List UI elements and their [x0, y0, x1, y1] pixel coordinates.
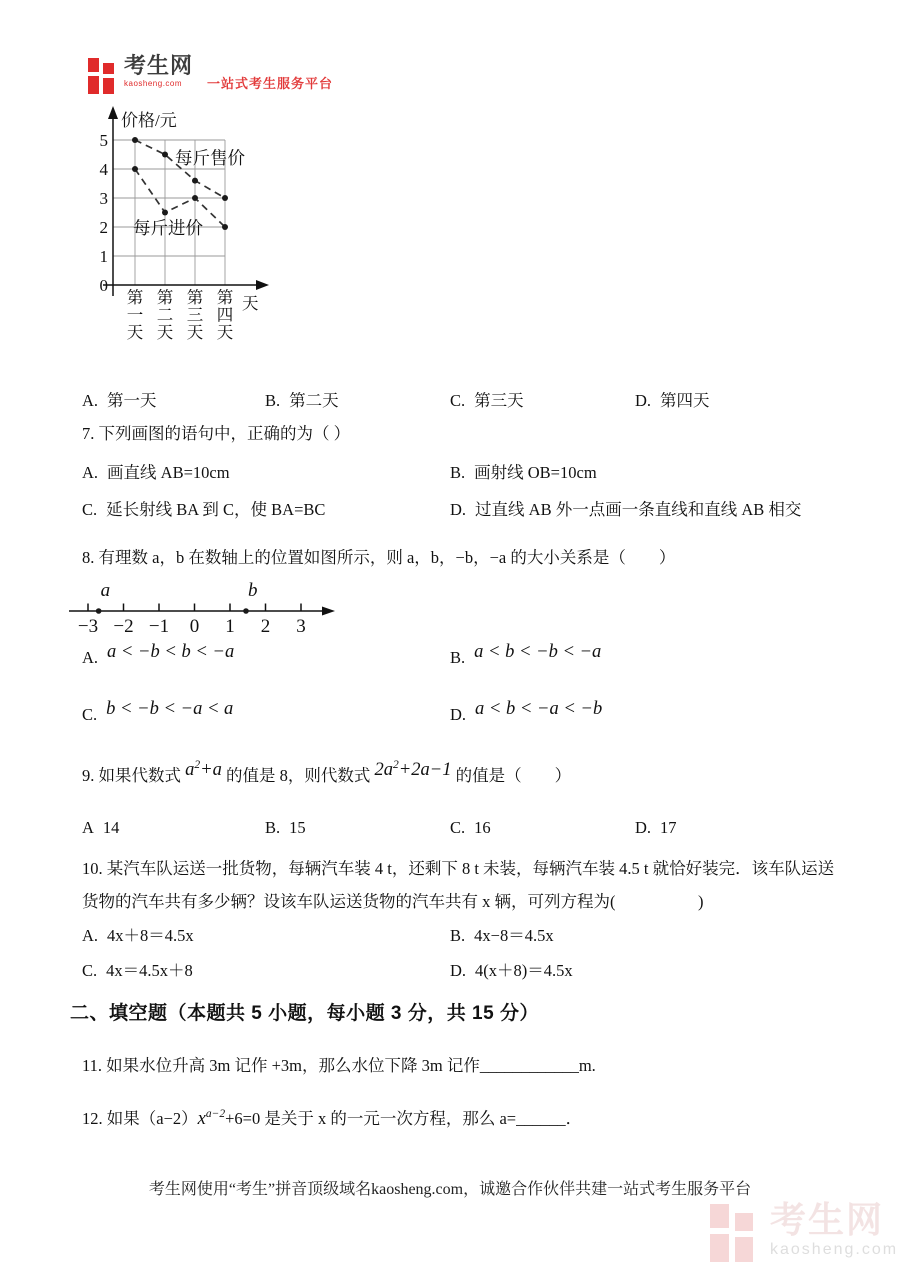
kaosheng-logo-icon [88, 58, 118, 94]
svg-text:2: 2 [260, 616, 271, 637]
q9-expression-1: $a^2+a$ [185, 758, 222, 780]
svg-text:a: a [100, 580, 111, 601]
svg-text:第: 第 [156, 288, 174, 307]
q9-options-row [0, 818, 900, 846]
svg-text:第: 第 [186, 288, 204, 307]
svg-text:三: 三 [186, 305, 204, 325]
kaosheng-watermark-icon [710, 1202, 762, 1264]
q6-option-b: B. 第二天 [265, 391, 339, 410]
price-chart-svg [95, 103, 310, 355]
q7-stem: 7. 下列画图的语句中，正确的为（ ） [82, 424, 351, 443]
q10-option-d: D. 4(x＋8)＝4.5x [450, 961, 573, 980]
q10-option-b: B. 4x−8＝4.5x [450, 926, 554, 945]
q8-option-a: A. a < −b < b < −a [82, 642, 235, 667]
q9-option-a: A 14 [82, 818, 120, 837]
svg-text:1: 1 [225, 616, 235, 637]
svg-text:4: 4 [99, 160, 108, 179]
q6-option-a: A. 第一天 [82, 391, 157, 410]
svg-text:四: 四 [216, 305, 234, 325]
svg-text:第: 第 [126, 288, 144, 307]
kaosheng-watermark [710, 1199, 899, 1264]
footer-text: 考生网使用“考生”拼音顶级域名kaosheng.com，诚邀合作伙伴共建一站式考生服务平台 [148, 1181, 752, 1198]
svg-text:每斤进价: 每斤进价 [133, 218, 203, 238]
q10-stem-line-2: 货物的汽车共有多少辆？设该车队运送货物的汽车共有 x 辆，可列方程为( ) [82, 892, 704, 911]
svg-text:−1: −1 [148, 616, 170, 637]
svg-text:5: 5 [99, 131, 108, 150]
q6-option-d: D. 第四天 [635, 391, 710, 410]
q7-option-c: C. 延长射线 BA 到 C，使 BA=BC [82, 500, 326, 519]
q10-stem-line-1: 10. 某汽车队运送一批货物，每辆汽车装 4 t，还剩下 8 t 未装，每辆汽车装 4.5 t 就恰好装完．该车队运送 [82, 859, 835, 878]
watermark-domain: kaosheng.com [770, 1241, 899, 1258]
svg-text:2: 2 [99, 218, 108, 237]
q7-option-a: A. 画直线 AB=10cm [82, 463, 230, 482]
svg-text:b: b [247, 580, 258, 601]
q10-options-row-1 [0, 922, 900, 950]
svg-text:−3: −3 [77, 616, 99, 637]
svg-text:天: 天 [216, 323, 234, 342]
price-line-chart [95, 103, 310, 360]
q10-option-a: A. 4x＋8＝4.5x [82, 926, 194, 945]
q9-stem: 9. 如果代数式 $a^2+a$ 的值是 8，则代数式 $2a^2+2a-1$ 的值是（ ） [82, 758, 572, 785]
q8-option-c: C. b < −b < −a < a [82, 699, 234, 724]
svg-text:−2: −2 [113, 616, 134, 637]
q8-option-d: D. a < b < −a < −b [450, 699, 603, 724]
q7-options-row-1 [0, 459, 900, 487]
q10-options-row-2 [0, 957, 900, 985]
svg-text:天: 天 [242, 294, 259, 313]
watermark-name: 考生网 [770, 1199, 885, 1240]
logo-name: 考生网 [124, 53, 194, 78]
svg-text:3: 3 [296, 616, 306, 637]
svg-text:天: 天 [126, 323, 144, 342]
q8-stem: 8. 有理数 a，b 在数轴上的位置如图所示，则 a，b，−b，−a 的大小关系是（ ） [82, 548, 676, 567]
logo-tagline: 一站式考生服务平台 [207, 76, 334, 91]
q11-stem: 11. 如果水位升高 3m 记作 +3m，那么水位下降 3m 记作____________m. [82, 1056, 596, 1075]
q9-option-b: B. 15 [265, 818, 306, 837]
q8-option-b: B. a < b < −b < −a [450, 642, 602, 667]
section-2-title: 二、填空题（本题共 5 小题，每小题 3 分，共 15 分） [70, 1003, 539, 1024]
svg-text:0: 0 [99, 276, 108, 295]
q9-option-c: C. 16 [450, 818, 491, 837]
svg-text:3: 3 [99, 189, 108, 208]
q7-option-b: B. 画射线 OB=10cm [450, 463, 597, 482]
q7-options-row-2 [0, 496, 900, 524]
q6-options-row [0, 387, 900, 415]
q12-expression: $x^{a-2}$ [197, 1107, 226, 1129]
svg-text:天: 天 [156, 323, 174, 342]
q9-option-d: D. 17 [635, 818, 677, 837]
q7-option-d: D. 过直线 AB 外一点画一条直线和直线 AB 相交 [450, 500, 802, 519]
number-line-svg [64, 580, 344, 638]
q12-stem: 12. 如果$(a-2)x^{a-2}+6=0$ 是关于 x 的一元一次方程，那么 a=______． [82, 1107, 583, 1129]
q10-option-c: C. 4x＝4.5x＋8 [82, 961, 193, 980]
q6-option-c: C. 第三天 [450, 391, 524, 410]
kaosheng-logo [88, 55, 333, 99]
svg-text:1: 1 [99, 247, 108, 266]
watermark-text [770, 1199, 899, 1264]
svg-text:每斤售价: 每斤售价 [175, 148, 245, 168]
svg-text:0: 0 [189, 616, 200, 637]
svg-text:二: 二 [156, 305, 174, 325]
svg-text:一: 一 [126, 305, 144, 325]
svg-text:价格/元: 价格/元 [121, 111, 177, 130]
logo-text [124, 55, 193, 88]
svg-text:第: 第 [216, 288, 234, 307]
q8-options-row-2 [0, 699, 900, 733]
logo-domain: kaosheng.com [124, 79, 183, 88]
q8-options-row-1 [0, 642, 900, 676]
number-line-figure [64, 580, 344, 643]
q9-expression-2: $2a^2+2a-1$ [374, 758, 452, 780]
svg-text:天: 天 [186, 323, 204, 342]
